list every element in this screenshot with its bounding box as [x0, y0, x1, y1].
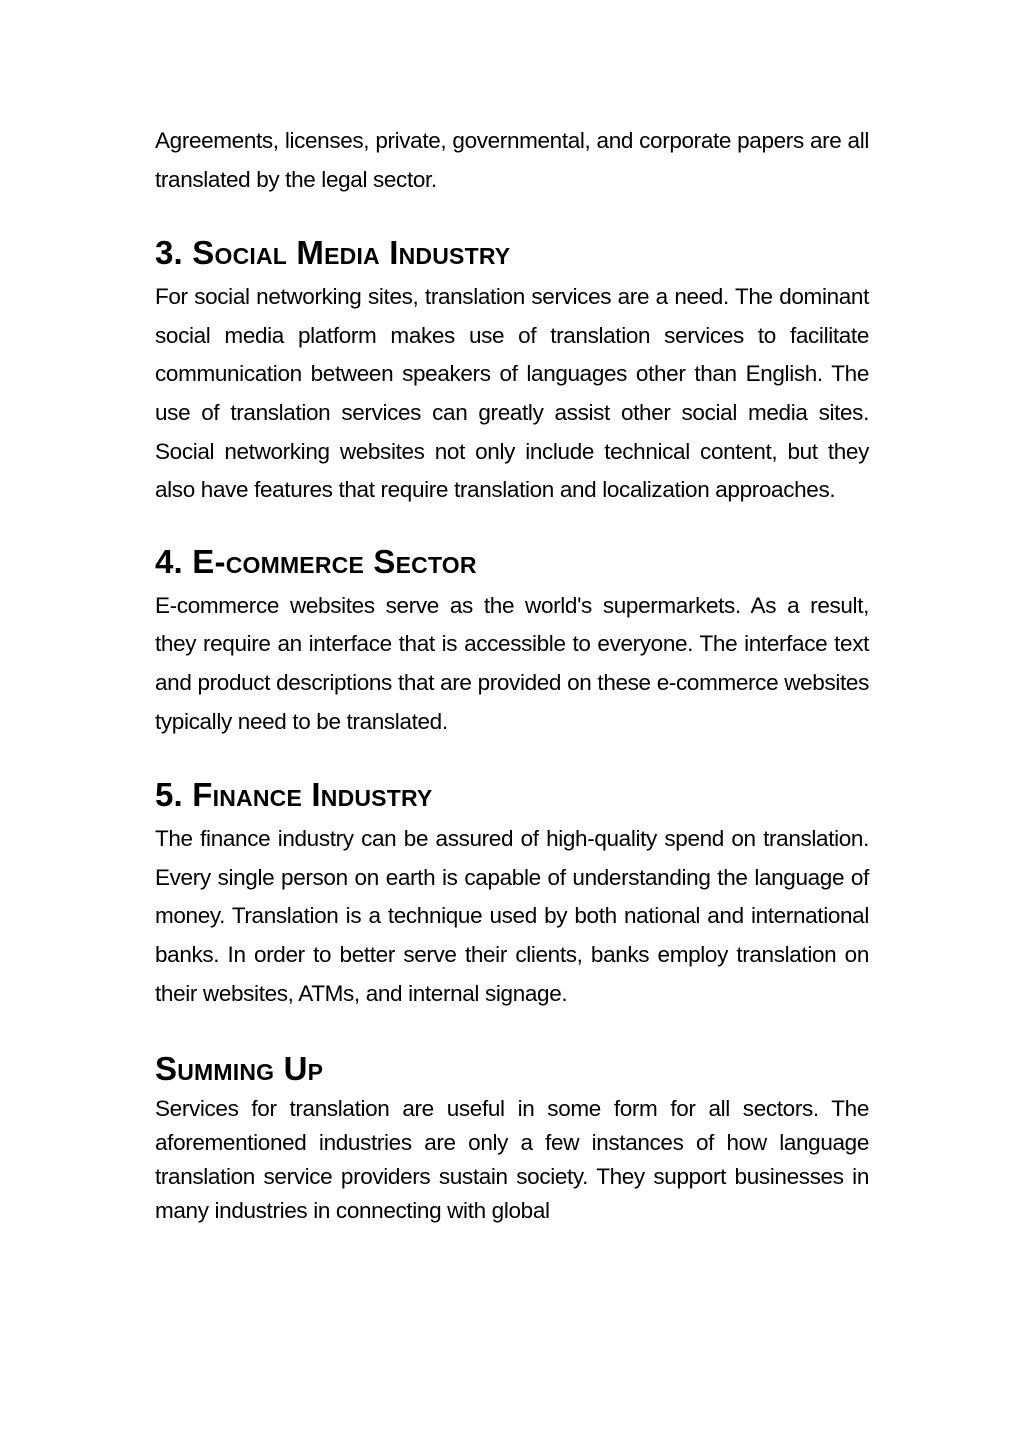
- section-heading-ecommerce: 4. E-commerce Sector: [155, 542, 477, 580]
- section-heading-social-media: 3. Social Media Industry: [155, 234, 511, 272]
- document-page: [155, 122, 869, 1228]
- section-body-finance: The finance industry can be assured of high-quality spend on translation. Every single person on earth is capable of understanding the language of money. Translation is a technique used by both national and international banks. In order to better serve their clients, banks employ translation on their websites, ATMs, and internal signage.: [155, 826, 869, 1006]
- intro-paragraph: Agreements, licenses, private, governmental, and corporate papers are all translated by the legal sector.: [155, 128, 869, 192]
- section-body-social-media: For social networking sites, translation services are a need. The dominant social media platform makes use of translation services to facilitate communication between speakers of languages other than English. The use of translation services can greatly assist other social media sites. Social networking websites not only include technical content, but they also have features that require translation and localization approaches.: [155, 284, 869, 503]
- section-heading-summing-up: Summing Up: [155, 1050, 324, 1088]
- section-body-ecommerce: E-commerce websites serve as the world's supermarkets. As a result, they require an interface that is accessible to everyone. The interface text and product descriptions that are provided on these e-commerce websites typically need to be translated.: [155, 592, 869, 734]
- section-heading-finance: 5. Finance Industry: [155, 776, 433, 814]
- section-body-summing-up: Services for translation are useful in some form for all sectors. The aforementioned industries are only a few instances of how language translation service providers sustain society. They support businesses in many industries in connecting with global: [155, 1096, 869, 1224]
